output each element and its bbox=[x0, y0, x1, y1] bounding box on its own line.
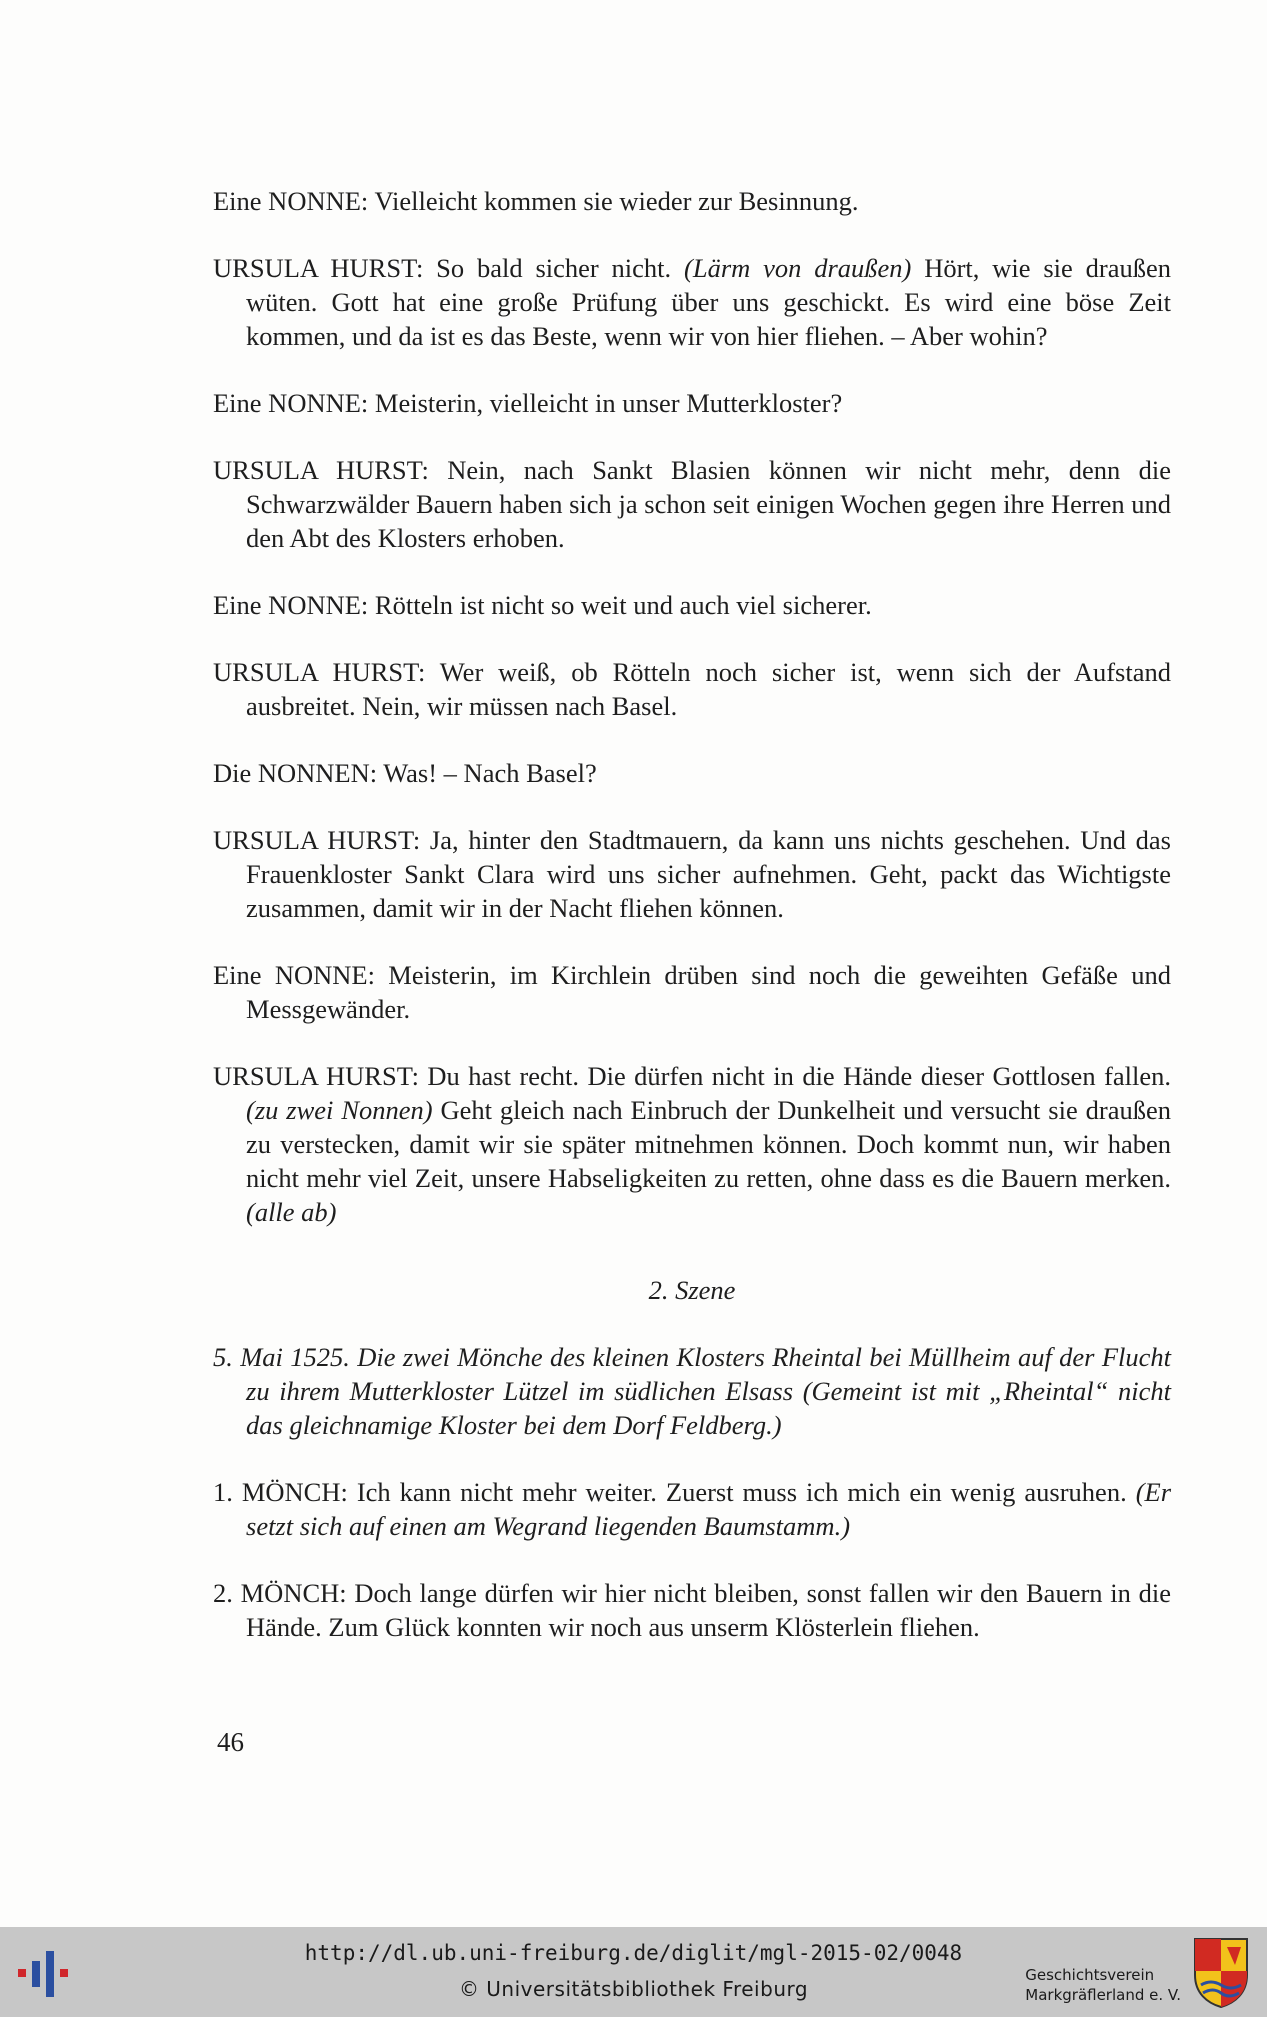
speaker-name: 1. MÖNCH: bbox=[213, 1477, 348, 1507]
dialogue-paragraph bbox=[213, 386, 1171, 420]
spoken-line: Was! – Nach Basel? bbox=[377, 758, 597, 788]
spoken-line: Geht gleich nach Einbruch der Dunkelheit und versucht sie draußen zu verstecken, damit wir sie später mitnehmen können. Doch kommt nun, wir haben nicht mehr viel Zeit, unsere Habseligkeiten zu retten, ohne dass es die Bauern merken. bbox=[246, 1095, 1171, 1193]
stage-direction: 5. Mai 1525. Die zwei Mönche des kleinen Klosters Rheintal bei Müllheim auf der Flucht zu ihrem Mutterkloster Lützel im südlichen Elsass (Gemeint ist mit „Rheintal“ nicht das gleichnamige Kloster bei dem Dorf Feldberg.) bbox=[213, 1342, 1171, 1440]
coat-of-arms-icon bbox=[1191, 1935, 1251, 2009]
society-line-2: Markgräflerland e. V. bbox=[1025, 1986, 1181, 2004]
dialogue-part-1 bbox=[213, 184, 1171, 1229]
speaker-name: URSULA HURST: bbox=[213, 825, 421, 855]
speaker-name: Eine NONNE: bbox=[213, 388, 369, 418]
speaker-name: Eine NONNE: bbox=[213, 186, 369, 216]
spoken-line: Du hast recht. Die dürfen nicht in die Hände dieser Gottlosen fallen. bbox=[418, 1061, 1171, 1091]
viewer-footer bbox=[0, 1927, 1267, 2017]
dialogue-paragraph bbox=[213, 251, 1171, 353]
spoken-line: Meisterin, vielleicht in unser Mutterkloster? bbox=[368, 388, 843, 418]
dialogue-paragraph bbox=[213, 453, 1171, 555]
spoken-line: Wer weiß, ob Rötteln noch sicher ist, wenn sich der Aufstand ausbreitet. Nein, wir müssen nach Basel. bbox=[246, 657, 1171, 721]
spoken-line: Vielleicht kommen sie wieder zur Besinnung. bbox=[368, 186, 859, 216]
spoken-line: Rötteln ist nicht so weit und auch viel sicherer. bbox=[368, 590, 872, 620]
stage-note: (Lärm von draußen) bbox=[684, 253, 912, 283]
footer-society-name bbox=[1025, 1965, 1181, 2005]
speaker-name: Die NONNEN: bbox=[213, 758, 378, 788]
footer-copyright: © Universitätsbibliothek Freiburg bbox=[458, 1977, 809, 2001]
dialogue-paragraph bbox=[213, 756, 1171, 790]
spoken-line: So bald sicher nicht. bbox=[423, 253, 685, 283]
speaker-name: 2. MÖNCH: bbox=[213, 1578, 347, 1608]
page-number: 46 bbox=[217, 1727, 244, 1757]
stage-note: (zu zwei Nonnen) bbox=[246, 1095, 433, 1125]
scene-heading: 2. Szene bbox=[648, 1275, 736, 1305]
speaker-name: Eine NONNE: bbox=[213, 590, 369, 620]
dialogue-paragraph bbox=[213, 1475, 1171, 1543]
spoken-line: Nein, nach Sankt Blasien können wir nicht mehr, denn die Schwarzwälder Bauern haben sich ja schon seit einigen Wochen gegen ihre Herren und den Abt des Klosters erhoben. bbox=[246, 455, 1171, 553]
footer-url-link[interactable]: http://dl.ub.uni-freiburg.de/diglit/mgl-2015-02/0048 bbox=[304, 1941, 963, 1965]
dialogue-paragraph bbox=[213, 588, 1171, 622]
spoken-line: Doch lange dürfen wir hier nicht bleiben, sonst fallen wir den Bauern in die Hände. Zum Glück konnten wir noch aus unserm Klösterlein fliehen. bbox=[246, 1578, 1172, 1642]
spoken-line: Ich kann nicht mehr weiter. Zuerst muss ich mich ein wenig ausruhen. bbox=[347, 1477, 1136, 1507]
spoken-line: Ja, hinter den Stadtmauern, da kann uns nichts geschehen. Und das Frauenkloster Sankt Clara wird uns sicher aufnehmen. Geht, packt das Wichtigste zusammen, damit wir in der Nacht fliehen können. bbox=[246, 825, 1171, 923]
spoken-line: Meisterin, im Kirchlein drüben sind noch die geweihten Gefäße und Messgewänder. bbox=[246, 960, 1171, 1024]
speaker-name: URSULA HURST: bbox=[213, 657, 426, 687]
dialogue-paragraph bbox=[213, 184, 1171, 218]
speaker-name: Eine NONNE: bbox=[213, 960, 375, 990]
dialogue-part-2 bbox=[213, 1475, 1171, 1644]
speaker-name: URSULA HURST: bbox=[213, 455, 429, 485]
dialogue-paragraph bbox=[213, 958, 1171, 1026]
society-line-1: Geschichtsverein bbox=[1025, 1966, 1155, 1984]
page-body bbox=[213, 184, 1171, 1677]
speaker-name: URSULA HURST: bbox=[213, 1061, 419, 1091]
stage-note: (Er setzt sich auf einen am Wegrand liegenden Baumstamm.) bbox=[246, 1477, 1172, 1541]
dialogue-paragraph bbox=[213, 1576, 1171, 1644]
spoken-line: Hört, wie sie draußen wüten. Gott hat eine große Prüfung über uns geschickt. Es wird eine böse Zeit kommen, und da ist es das Beste, wenn wir von hier fliehen. – Aber wohin? bbox=[246, 253, 1171, 351]
dialogue-paragraph bbox=[213, 655, 1171, 723]
speaker-name: URSULA HURST: bbox=[213, 253, 424, 283]
dialogue-paragraph bbox=[213, 1059, 1171, 1229]
stage-note: (alle ab) bbox=[246, 1197, 337, 1227]
dialogue-paragraph bbox=[213, 823, 1171, 925]
